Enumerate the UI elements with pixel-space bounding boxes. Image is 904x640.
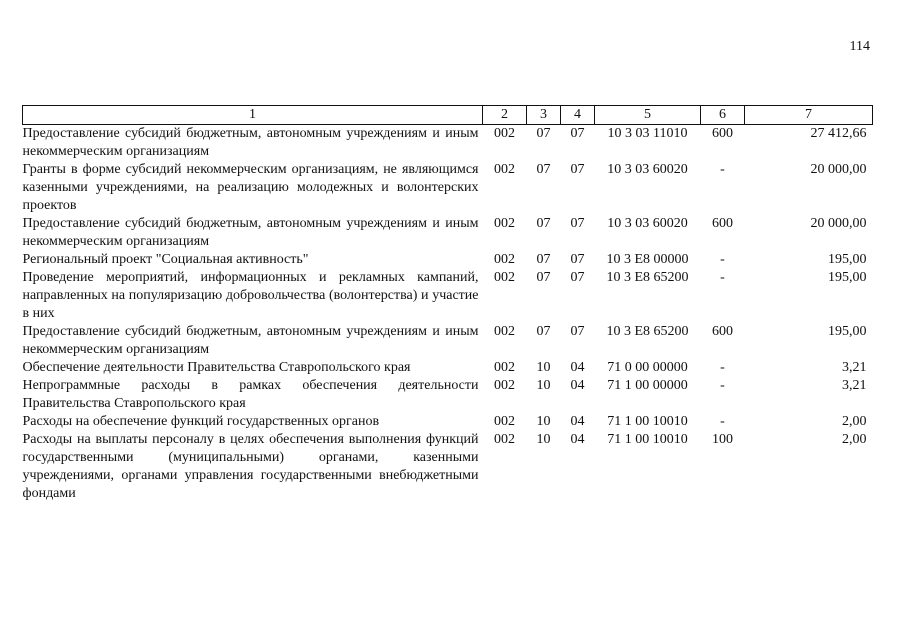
header-col-1: 1 [23,106,483,125]
row-amount: 27 412,66 [810,126,867,141]
row-section-code: 07 [536,324,551,339]
row-description: Предоставление субсидий бюджетным, автономным учреждениям и иным некоммерческим организациям [22,126,479,159]
row-description: Проведение мероприятий, информационных и рекламных кампаний, направленных на популяризацию добровольчества (волонтерства) и участие в них [22,270,479,321]
row-target-article: 10 3 03 11010 [607,126,688,141]
row-section-code: 07 [536,126,551,141]
row-section-code: 07 [536,216,551,231]
row-section-code: 07 [536,162,551,177]
header-col-5: 5 [595,106,701,125]
header-col-2: 2 [483,106,527,125]
row-subsection-code: 04 [570,378,585,393]
table-row [23,215,873,251]
row-amount: 20 000,00 [810,216,867,231]
row-expense-type: 100 [712,432,733,447]
row-target-article: 10 3 03 60020 [607,216,688,231]
row-amount: 195,00 [828,324,867,339]
row-subsection-code: 07 [570,216,585,231]
table-row [23,431,873,503]
table-row [23,161,873,215]
row-section-code: 10 [536,360,551,375]
row-target-article: 71 1 00 10010 [607,414,688,429]
header-col-4: 4 [561,106,595,125]
row-ministry-code: 002 [494,414,515,429]
row-description: Гранты в форме субсидий некоммерческим организациям, не являющимся казенными учреждениями, на реализацию молодежных и волонтерских проектов [22,162,479,213]
row-ministry-code: 002 [494,216,515,231]
row-target-article: 10 3 E8 65200 [606,324,689,339]
header-col-7: 7 [745,106,873,125]
table-row [23,251,873,269]
row-amount: 2,00 [842,414,867,429]
row-ministry-code: 002 [494,252,515,267]
header-row [23,106,873,125]
row-description: Региональный проект "Социальная активность" [22,252,309,267]
table-row [23,269,873,323]
row-ministry-code: 002 [494,126,515,141]
row-description: Обеспечение деятельности Правительства Ставропольского края [22,360,411,375]
table-header [23,106,873,125]
row-section-code: 10 [536,432,551,447]
page-number: 114 [849,39,870,54]
row-amount: 2,00 [842,432,867,447]
row-description: Расходы на обеспечение функций государственных органов [22,414,380,429]
row-subsection-code: 07 [570,270,585,285]
row-target-article: 10 3 E8 65200 [606,270,689,285]
row-amount: 3,21 [842,378,867,393]
row-subsection-code: 07 [570,162,585,177]
row-expense-type: - [720,270,725,285]
row-subsection-code: 07 [570,252,585,267]
row-ministry-code: 002 [494,270,515,285]
row-expense-type: - [720,360,725,375]
row-amount: 3,21 [842,360,867,375]
row-ministry-code: 002 [494,162,515,177]
row-expense-type: - [720,252,725,267]
row-expense-type: 600 [712,324,733,339]
header-col-3: 3 [527,106,561,125]
row-section-code: 07 [536,252,551,267]
row-ministry-code: 002 [494,378,515,393]
row-section-code: 07 [536,270,551,285]
row-expense-type: 600 [712,126,733,141]
row-subsection-code: 07 [570,324,585,339]
row-target-article: 10 3 E8 00000 [606,252,689,267]
row-description: Расходы на выплаты персоналу в целях обеспечения выполнения функций государственными (муниципальными) органами, казенными учреждениями, органами управления государственными внебюджетными фондами [22,432,479,501]
table-row [23,323,873,359]
header-col-6: 6 [701,106,745,125]
row-expense-type: - [720,414,725,429]
row-target-article: 10 3 03 60020 [607,162,688,177]
row-target-article: 71 0 00 00000 [607,360,688,375]
row-ministry-code: 002 [494,432,515,447]
row-section-code: 10 [536,414,551,429]
row-expense-type: - [720,378,725,393]
row-description: Предоставление субсидий бюджетным, автономным учреждениям и иным некоммерческим организациям [22,324,479,357]
row-expense-type: 600 [712,216,733,231]
row-expense-type: - [720,162,725,177]
table-row [23,359,873,377]
row-subsection-code: 04 [570,414,585,429]
row-description: Предоставление субсидий бюджетным, автономным учреждениям и иным некоммерческим организациям [22,216,479,249]
row-amount: 195,00 [828,252,867,267]
row-target-article: 71 1 00 10010 [607,432,688,447]
table-body [23,125,873,504]
row-subsection-code: 07 [570,126,585,141]
row-target-article: 71 1 00 00000 [607,378,688,393]
row-section-code: 10 [536,378,551,393]
table-row [23,125,873,162]
row-subsection-code: 04 [570,360,585,375]
row-ministry-code: 002 [494,360,515,375]
row-description: Непрограммные расходы в рамках обеспечения деятельности Правительства Ставропольского края [22,378,479,411]
table-row [23,413,873,431]
row-subsection-code: 04 [570,432,585,447]
row-ministry-code: 002 [494,324,515,339]
row-amount: 195,00 [828,270,867,285]
table-row [23,377,873,413]
row-amount: 20 000,00 [810,162,867,177]
budget-table [22,105,873,503]
